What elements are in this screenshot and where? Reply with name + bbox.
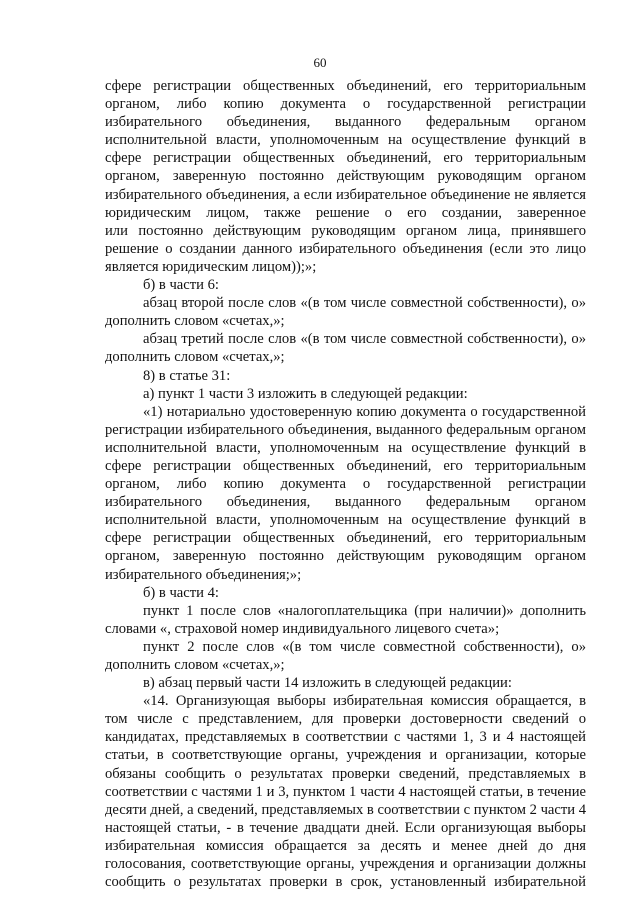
document-text xyxy=(105,77,586,891)
text-line: словами «, страховой номер индивидуального лицевого счета»; xyxy=(105,620,500,637)
text-line: том числе с представлением, для проверки достоверности сведений о xyxy=(105,711,586,728)
text-line: кандидатах, представляемых в соответствии с частями 1, 3 и 4 настоящей xyxy=(105,729,586,746)
text-line: б) в части 6: xyxy=(143,277,219,294)
text-line: органом, либо копию документа о государственной регистрации xyxy=(105,476,586,493)
text-line: абзац второй после слов «(в том числе совместной собственности), о» xyxy=(143,295,586,312)
text-line: сфере регистрации общественных объединений, его территориальным xyxy=(105,150,586,167)
text-line: б) в части 4: xyxy=(143,584,219,601)
text-line: пункт 1 после слов «налогоплательщика (при наличии)» дополнить xyxy=(143,602,586,619)
text-line: пункт 2 после слов «(в том числе совместной собственности), о» xyxy=(143,638,586,655)
text-line: «14. Организующая выборы избирательная комиссия обращается, в xyxy=(143,693,586,710)
text-line: сфере регистрации общественных объединений, его территориальным xyxy=(105,530,586,547)
text-line: избирательного объединения, а если избирательное объединение не является xyxy=(105,186,586,203)
text-line: избирательного объединения, выданного федеральным органом xyxy=(105,494,586,511)
text-line: абзац третий после слов «(в том числе совместной собственности), о» xyxy=(143,331,586,348)
text-line: юридическим лицом, также решение о его создании, заверенное xyxy=(105,204,586,221)
text-line: сфере регистрации общественных объединений, его территориальным xyxy=(105,457,586,474)
text-line: избирательного объединения, выданного федеральным органом xyxy=(105,114,586,131)
page-number: 60 xyxy=(313,55,327,70)
text-line: а) пункт 1 части 3 изложить в следующей редакции: xyxy=(143,385,468,402)
text-line: избирательная комиссия обращается за десять и менее дней до дня xyxy=(105,837,586,854)
text-line: регистрации избирательного объединения, выданного федеральным органом xyxy=(105,421,586,438)
text-line: или постоянно действующим руководящим органом лица, принявшего xyxy=(105,222,586,239)
text-line: исполнительной власти, уполномоченным на осуществление функций в xyxy=(105,439,586,456)
text-line: сфере регистрации общественных объединений, его территориальным xyxy=(105,78,586,94)
text-line: дополнить словом «счетах,»; xyxy=(105,349,285,366)
text-line: избирательного объединения;»; xyxy=(105,566,302,583)
text-line: органом, заверенную постоянно действующим руководящим органом xyxy=(105,548,586,565)
text-line: десяти дней, а сведений, представляемых в соответствии с пунктом 2 части 4 xyxy=(105,801,586,818)
text-line: в) абзац первый части 14 изложить в следующей редакции: xyxy=(143,675,512,692)
text-line: является юридическим лицом));»; xyxy=(105,258,317,275)
text-line: органом, либо копию документа о государственной регистрации xyxy=(105,96,586,113)
text-line: дополнить словом «счетах,»; xyxy=(105,313,285,330)
text-line: 8) в статье 31: xyxy=(143,367,231,384)
text-line: исполнительной власти, уполномоченным на осуществление функций в xyxy=(105,512,586,529)
text-line: органом, заверенную постоянно действующим руководящим органом xyxy=(105,168,586,185)
text-line: обязаны сообщить о результатах проверки сведений, представляемых в xyxy=(105,765,586,782)
text-line: настоящей статьи, - в течение двадцати дней. Если организующая выборы xyxy=(105,819,586,836)
text-line: голосования, соответствующие органы, учреждения и организации должны xyxy=(105,856,586,873)
text-line: решение о создании данного избирательного объединения (если это лицо xyxy=(105,240,586,257)
text-line: статьи, в соответствующие органы, учреждения и организации, которые xyxy=(105,747,586,764)
text-line: «1) нотариально удостоверенную копию документа о государственной xyxy=(143,403,586,420)
text-line: сообщить о результатах проверки в срок, установленный избирательной xyxy=(105,874,586,891)
text-line: исполнительной власти, уполномоченным на осуществление функций в xyxy=(105,132,586,149)
text-line: соответствии с частями 1 и 3, пунктом 1 части 4 настоящей статьи, в течение xyxy=(105,783,586,800)
text-line: дополнить словом «счетах,»; xyxy=(105,657,285,673)
